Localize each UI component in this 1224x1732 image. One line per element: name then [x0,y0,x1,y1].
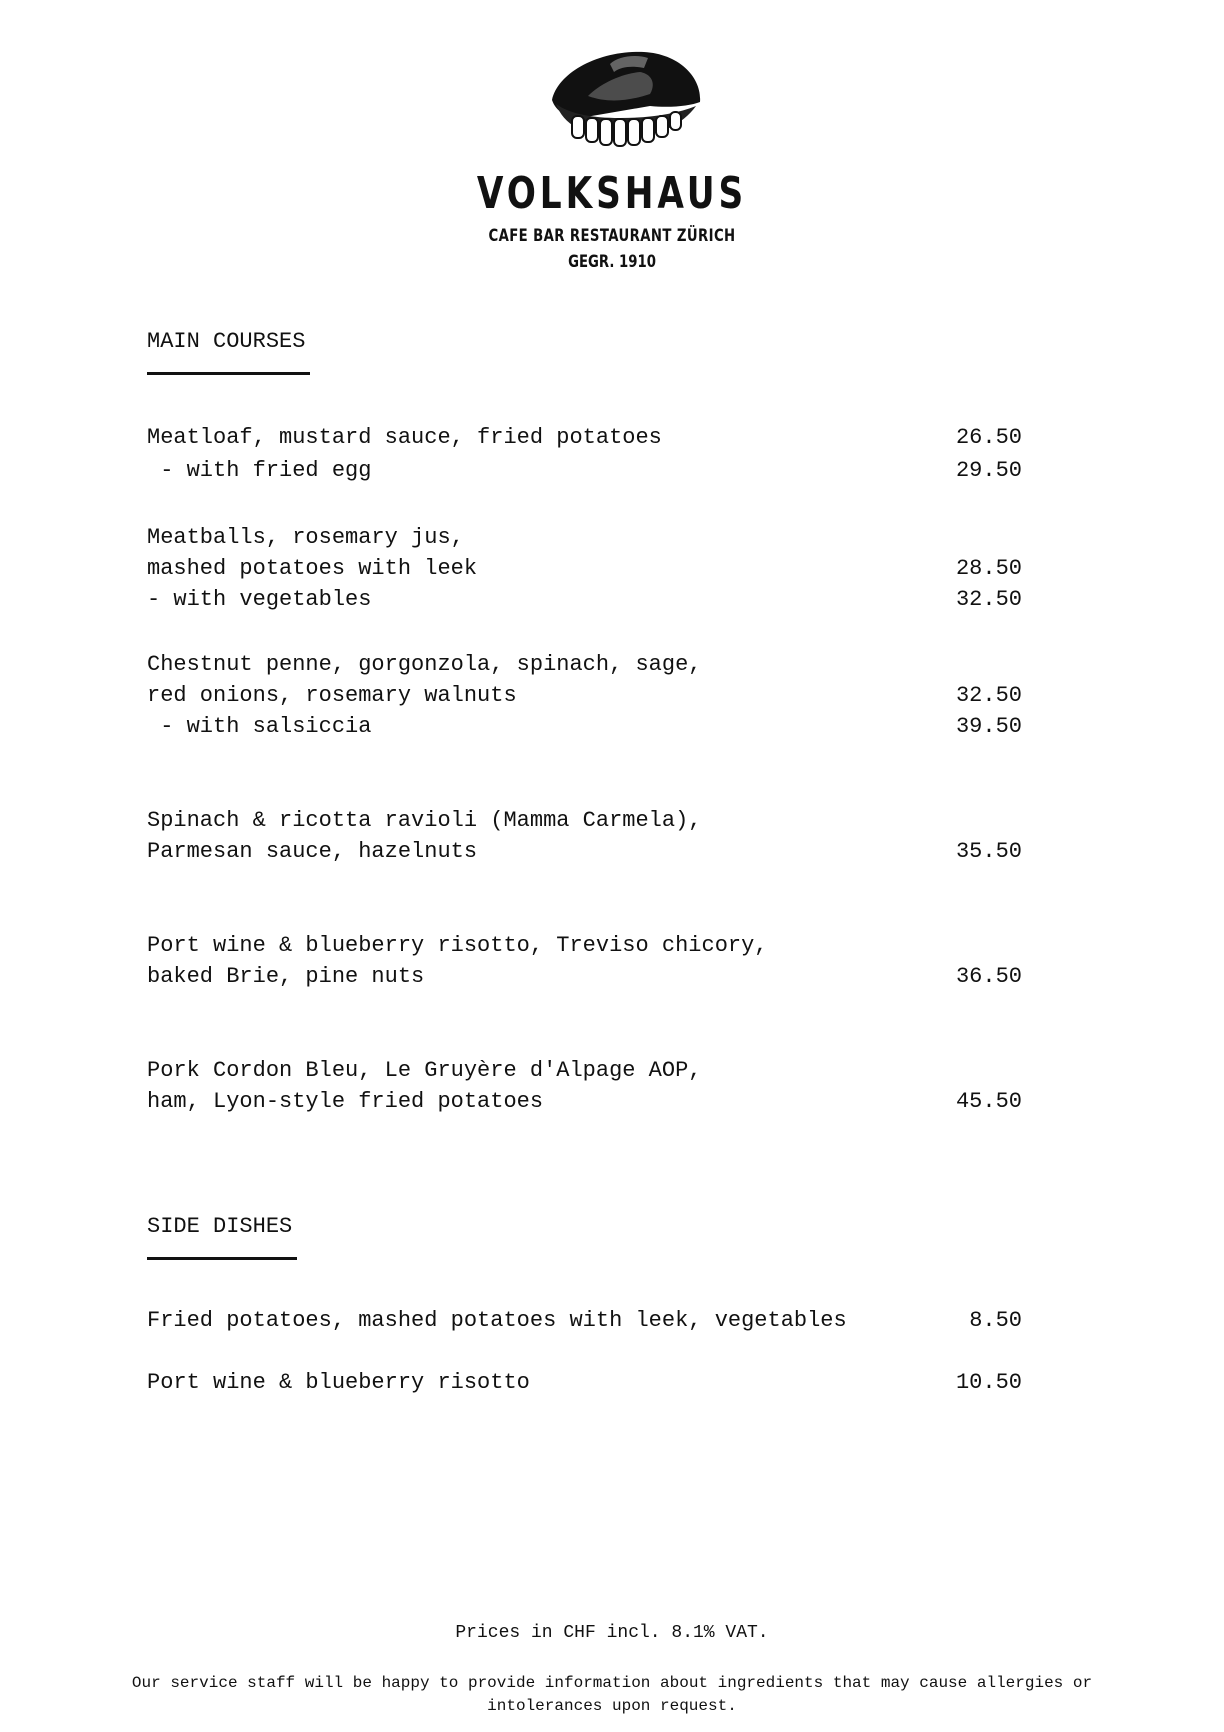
menu-item-price: 36.50 [955,964,1022,989]
menu-item-price: 8.50 [969,1308,1022,1333]
menu-item-line: baked Brie, pine nuts [147,964,425,989]
menu-item-line: ham, Lyon-style fried potatoes [147,1089,544,1114]
menu-item-price: 32.50 [955,683,1022,708]
prices-note: Prices in CHF incl. 8.1% VAT. [455,1623,769,1643]
menu-item-price: 26.50 [955,425,1022,450]
menu-item-line: Chestnut penne, gorgonzola, spinach, sage, [147,652,702,677]
section-underline [147,372,310,375]
menu-item-line: Port wine & blueberry risotto, Treviso chicory, [147,933,768,958]
menu-item-price: 10.50 [955,1370,1022,1395]
false-teeth-icon [540,44,710,152]
menu-item-line: Port wine & blueberry risotto [147,1370,530,1395]
section-title-sides: SIDE DISHES [147,1214,293,1239]
menu-item-price: 45.50 [955,1089,1022,1114]
menu-item-price: 32.50 [955,587,1022,612]
brand-tagline: CAFE BAR RESTAURANT ZÜRICH [488,226,736,246]
allergy-note: Our service staff will be happy to provide information about ingredients that may cause allergies or intolerances upon request. [131,1674,1093,1715]
menu-item-line: - with salsiccia [147,714,372,739]
menu-item-line: Meatballs, rosemary jus, [147,525,464,550]
menu-item-price: 29.50 [955,458,1022,483]
brand-founded: GEGR. 1910 [568,252,656,272]
menu-item-line: Meatloaf, mustard sauce, fried potatoes [147,425,662,450]
menu-item-line: - with fried egg [147,458,372,483]
section-underline [147,1257,297,1260]
menu-item-price: 39.50 [955,714,1022,739]
menu-item-price: 35.50 [955,839,1022,864]
menu-item-line: - with vegetables [147,587,372,612]
menu-item-line: mashed potatoes with leek [147,556,478,581]
menu-item-price: 28.50 [955,556,1022,581]
menu-item-line: red onions, rosemary walnuts [147,683,517,708]
menu-item-line: Parmesan sauce, hazelnuts [147,839,478,864]
brand-name: VOLKSHAUS [476,168,748,219]
menu-item-line: Pork Cordon Bleu, Le Gruyère d'Alpage AOP, [147,1058,702,1083]
section-title-main: MAIN COURSES [147,329,306,354]
menu-item-line: Fried potatoes, mashed potatoes with leek, vegetables [147,1308,847,1333]
menu-item-line: Spinach & ricotta ravioli (Mamma Carmela), [147,808,702,833]
